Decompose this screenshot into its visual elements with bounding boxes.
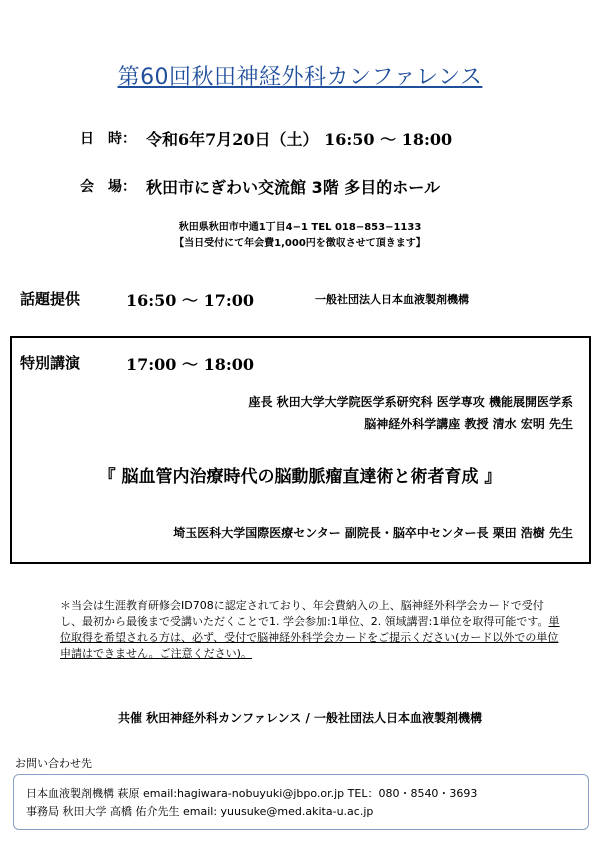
topic-label: 話題提供	[20, 290, 81, 308]
topic-provider: 一般社団法人日本血液製剤機構	[315, 293, 469, 306]
contact-heading: お問い合わせ先	[15, 757, 92, 770]
page-title: 第60回秋田神経外科カンファレンス	[117, 65, 483, 90]
venue-label: 会 場：	[80, 179, 136, 195]
speaker: 埼玉医科大学国際医療センター 副院長・脳卒中センター長 栗田 浩樹 先生	[173, 526, 573, 540]
credit-note-underlined: 単位取得を希望される方は、必ず、受付で脳神経外科学会カードをご提示ください(カード以外での単位申請はできません。ご注意ください)。	[60, 615, 560, 660]
chair-line-1: 座長 秋田大学大学院医学系研究科 医学専攻 機能展開医学系	[248, 395, 573, 409]
venue-value: 秋田市にぎわい交流館 3階 多目的ホール	[146, 178, 440, 197]
datetime-label: 日 時：	[80, 131, 136, 147]
contact-line-2: 事務局 秋田大学 高橋 佑介先生 email: yuusuke@med.akita-u.ac.jp	[26, 805, 374, 818]
topic-time: 16:50 ～ 17:00	[126, 291, 255, 310]
cosponsor: 共催 秋田神経外科カンファレンス / 一般社団法人日本血液製剤機構	[117, 711, 483, 725]
credit-note	[60, 598, 560, 662]
contact-box	[13, 774, 589, 830]
datetime-value: 令和6年7月20日（土） 16:50 ～ 18:00	[146, 130, 453, 149]
lecture-title: 『 脳血管内治療時代の脳動脈瘤直達術と術者育成 』	[98, 467, 502, 487]
credit-note-text: ＊当会は生涯教育研修会ID708に認定されており、年会費納入の上、脳神経外科学会カードで受付し、最初から最後まで受講いただくことで1. 学会参加:1単位、2. 領域講習:1単位を取得可能です。	[60, 599, 549, 628]
fee-note: 【当日受付にて年会費1,000円を徴収させて頂きます】	[174, 238, 426, 249]
special-lecture-time: 17:00 ～ 18:00	[126, 355, 255, 374]
chair-line-2: 脳神経外科学講座 教授 清水 宏明 先生	[364, 417, 573, 431]
contact-line-1: 日本血液製剤機構 萩原 email:hagiwara-nobuyuki@jbpo.or.jp TEL：080・8540・3693	[26, 787, 478, 800]
venue-address: 秋田県秋田市中通1丁目4−1 TEL 018−853−1133	[178, 222, 422, 233]
special-lecture-label: 特別講演	[20, 354, 81, 372]
